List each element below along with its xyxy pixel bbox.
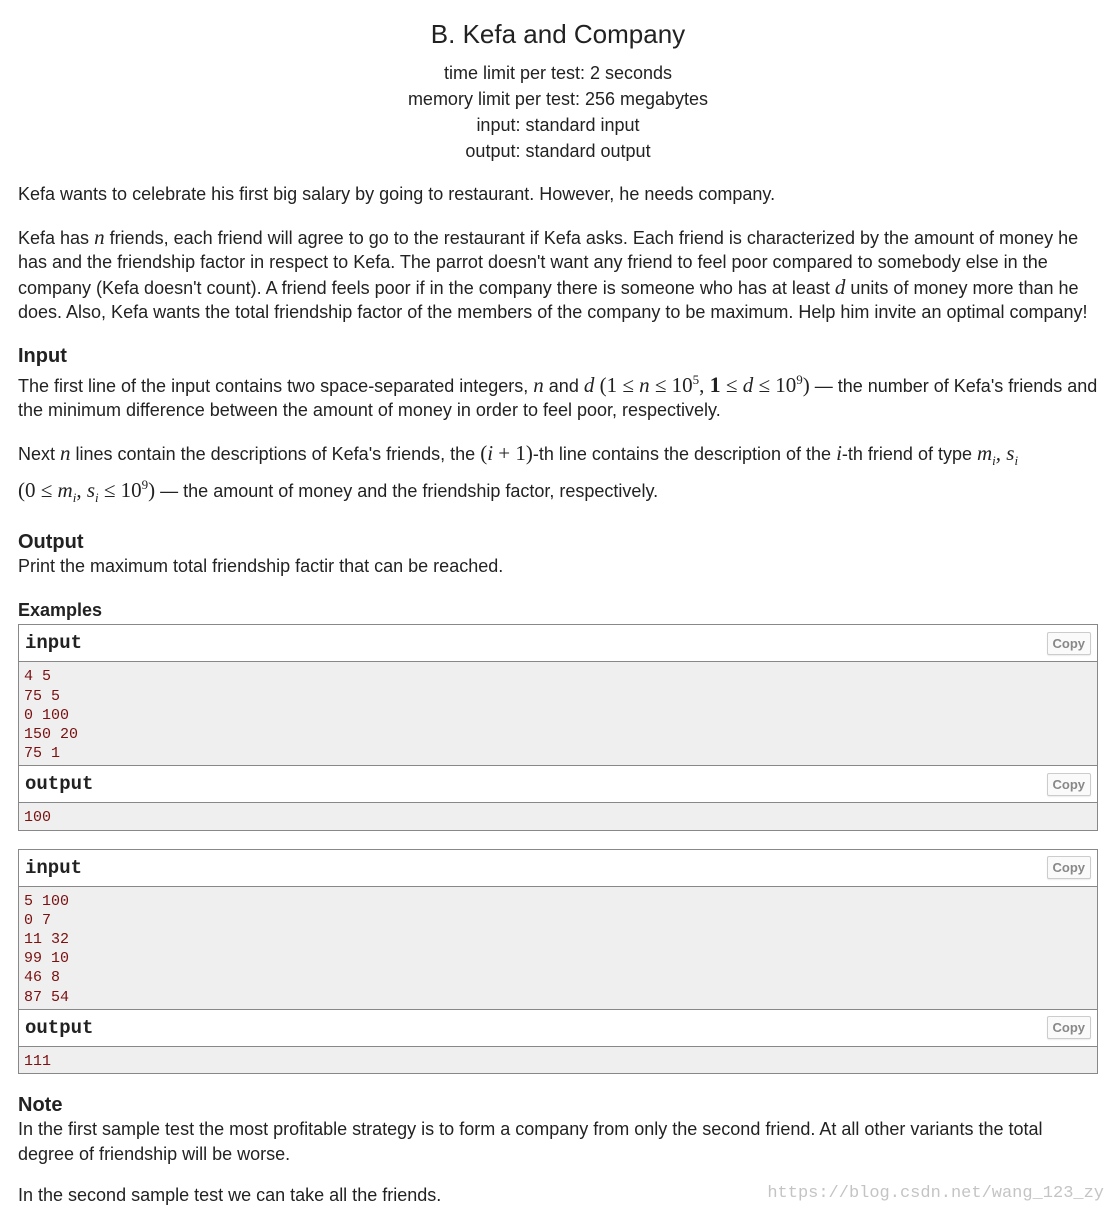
sample-line: 0 7: [24, 911, 52, 929]
output-spec: Print the maximum total friendship factir that can be reached.: [18, 555, 504, 576]
legend-paragraph-2: Kefa has n friends, each friend will agree to go to the restaurant if Kefa asks. Each friend is characterized by the amount of money he has and the friendship factor in respect to Kefa. The parrot doesn't want any friend to feel poor compared to somebody else in the company (Kefa doesn't count). A friend feels poor if in the company there is someone who has at least d units of money more than he does. Also, Kefa wants the total friendship factor of the members of the company to be maximum. Help him invite an optimal company!: [18, 224, 1088, 322]
note-section-title: Note: [18, 1094, 63, 1117]
constraint-mi-si: ($0 \le m_i$, $s_i \le 10^9$): [18, 477, 156, 506]
copy-input-button[interactable]: Copy: [1047, 632, 1092, 655]
sample-line: 99 10: [24, 950, 70, 968]
problem-limits: [18, 60, 1098, 164]
problem-statement: [18, 0, 1098, 1208]
math-d: d: [834, 274, 846, 299]
constraint-n-d: ($1 \le n \le 10^5$, $1 \le d \le 10^9$): [594, 371, 810, 397]
input-file: input: standard input: [476, 115, 640, 135]
copy-output-button[interactable]: Copy: [1047, 773, 1092, 796]
examples-title: Examples: [18, 600, 103, 621]
sample-test-2: [18, 849, 1098, 1074]
sample-line: 75 5: [24, 687, 61, 705]
sample-input-label: input: [25, 856, 83, 879]
sample-test-1: [18, 624, 1098, 830]
sample-output-content: [19, 803, 1097, 829]
math-n: n: [94, 224, 105, 249]
output-file: output: standard output: [465, 141, 651, 161]
sample-line: 87 54: [24, 988, 70, 1006]
sample-output-header: [19, 766, 1097, 803]
math-mi-si: $m_i$, $s_i$: [976, 440, 1019, 468]
time-limit: time limit per test: 2 seconds: [443, 63, 673, 83]
sample-input-label: input: [25, 632, 83, 655]
input-spec-line-2: Next n lines contain the descriptions of Kefa's friends, the (i + 1)-th line contains the description of the i-th friend of type $m_i$, $s_i$ ($0 \le m_i$, $s_i \le 10^9$) — the amount of money and the friendship factor, respectively.: [18, 440, 1019, 506]
legend-paragraph-1: Kefa wants to celebrate his first big salary by going to restaurant. However, he needs company.: [18, 184, 776, 204]
sample-output-header: [19, 1010, 1097, 1047]
output-section-title: Output: [18, 530, 84, 553]
sample-output-label: output: [25, 1016, 94, 1039]
sample-line: 100: [24, 809, 52, 827]
sample-line: 111: [24, 1052, 52, 1070]
copy-input-button[interactable]: Copy: [1047, 856, 1092, 879]
sample-line: 0 100: [24, 706, 70, 724]
math-i-plus-1: (i + 1): [480, 440, 533, 465]
sample-line: 75 1: [24, 745, 61, 763]
copy-output-button[interactable]: Copy: [1047, 1016, 1092, 1039]
sample-input-content: [19, 887, 1097, 1009]
sample-line: 46 8: [24, 969, 61, 987]
problem-title: B. Kefa and Company: [430, 19, 686, 49]
sample-line: 5 100: [24, 892, 70, 910]
sample-output-content: [19, 1047, 1097, 1073]
input-spec-line-1: The first line of the input contains two space-separated integers, n and d ($1 \le n \le 10^5$, $1 \le d \le 10^9$) — the number of Kefa's friends and the minimum difference between the amount of money in order to feel poor, respectively.: [18, 371, 1098, 420]
sample-line: 11 32: [24, 931, 70, 948]
sample-input-header: [19, 850, 1097, 887]
sample-input-header: [19, 625, 1097, 662]
sample-output-label: output: [25, 773, 94, 796]
note-paragraph-1: In the first sample test the most profitable strategy is to form a company from only the second friend. At all other variants the total degree of friendship will be worse.: [18, 1119, 1043, 1164]
input-section-title: Input: [18, 344, 67, 367]
problem-header: [18, 19, 1098, 164]
memory-limit: memory limit per test: 256 megabytes: [407, 89, 709, 109]
watermark-url: https://blog.csdn.net/wang_123_zy: [767, 1184, 1104, 1203]
note-paragraph-2: In the second sample test we can take all the friends.: [18, 1185, 442, 1206]
sample-line: 4 5: [24, 668, 52, 686]
sample-input-content: [19, 662, 1097, 765]
sample-line: 150 20: [24, 725, 79, 743]
